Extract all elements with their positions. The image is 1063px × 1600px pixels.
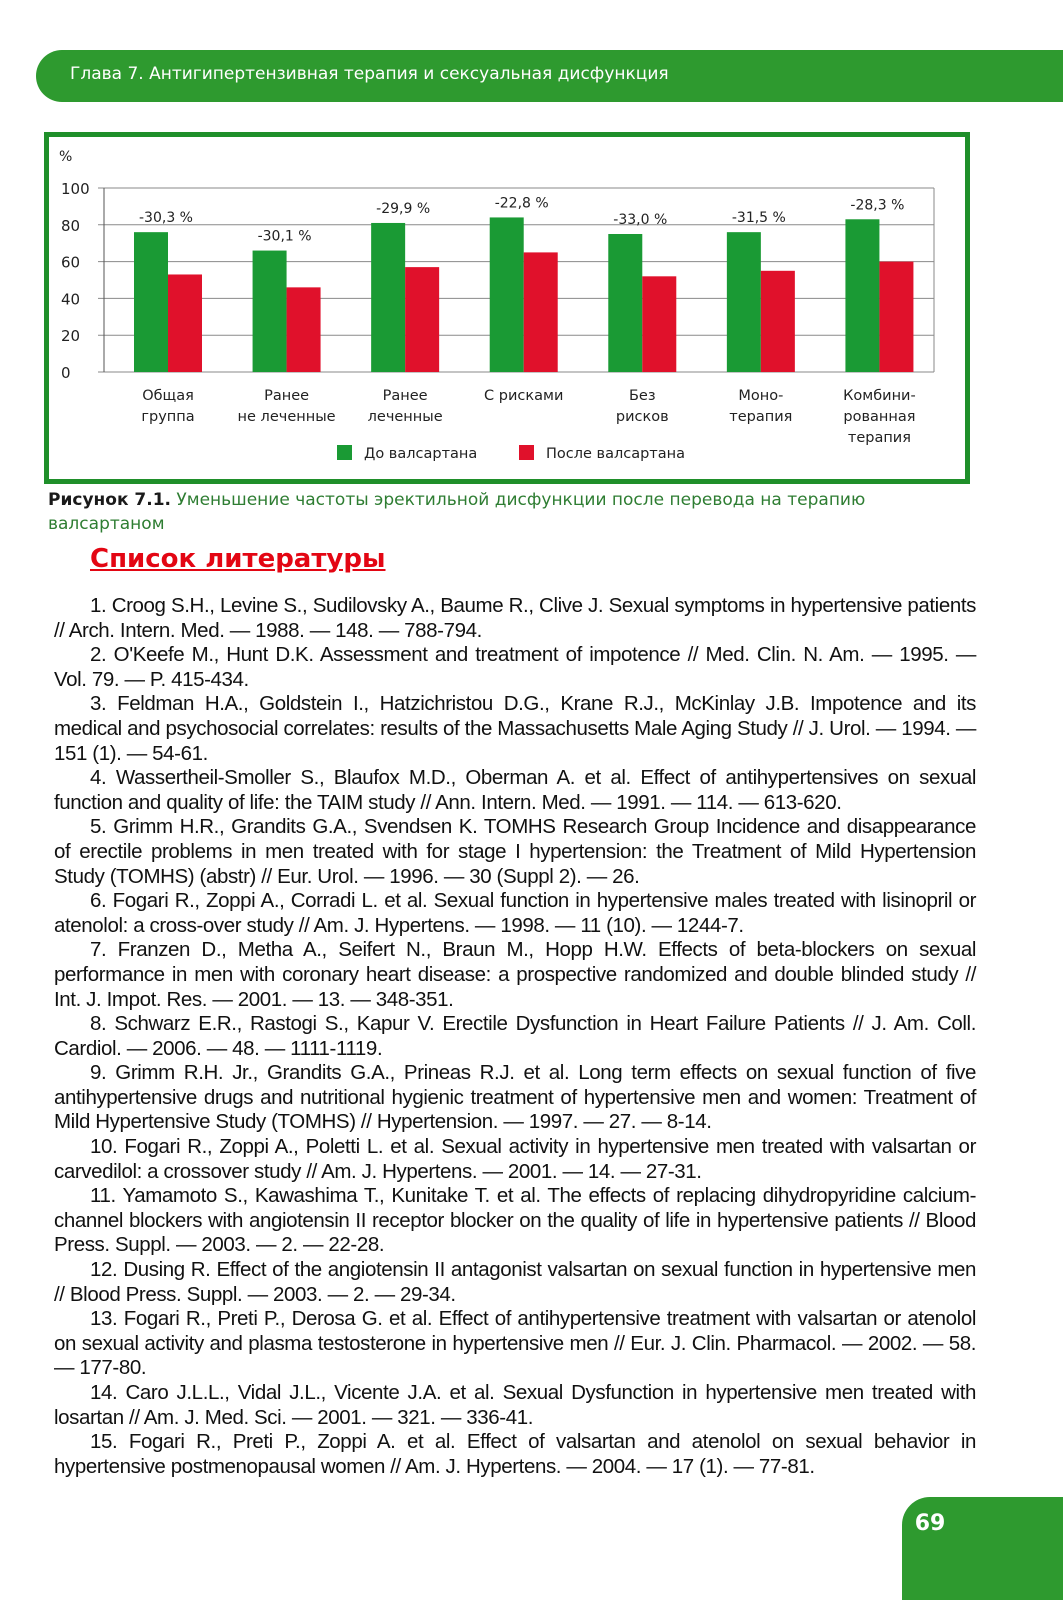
y-axis-label: % bbox=[59, 149, 73, 165]
page-number: 69 bbox=[914, 1511, 946, 1536]
bar-before bbox=[490, 217, 524, 372]
legend-swatch bbox=[519, 445, 534, 460]
x-tick-label: Ранее bbox=[382, 388, 428, 404]
bar-before bbox=[608, 234, 642, 372]
y-tick-label: 80 bbox=[61, 216, 81, 235]
x-tick-label: рованная bbox=[843, 409, 916, 425]
x-tick-label: терапия bbox=[847, 430, 911, 446]
x-tick-label: рисков bbox=[615, 409, 669, 425]
figure-caption bbox=[48, 488, 968, 536]
legend-label: После валсартана bbox=[546, 446, 686, 462]
chapter-title: Глава 7. Антигипертензивная терапия и сексуальная дисфункция bbox=[70, 64, 669, 84]
x-tick-label: терапия bbox=[729, 409, 793, 425]
reference-item: 9. Grimm R.H. Jr., Grandits G.A., Prineas R.J. et al. Long term effects on sexual function of five antihypertensive drugs and nutritional hygienic treatment of hypertensive men and women: Treatment of Mild Hypertensive Study (TOMHS) // Hypertension. — 1997. — 27. — 8-14. bbox=[54, 1061, 976, 1134]
reference-item: 12. Dusing R. Effect of the angiotensin II antagonist valsartan on sexual function in hypertensive men // Blood Press. Suppl. — 2003. — 2. — 29-34. bbox=[54, 1258, 976, 1306]
reference-item: 13. Fogari R., Preti P., Derosa G. et al. Effect of antihypertensive treatment with valsartan or atenolol on sexual activity and plasma testosterone in hypertensive men // Eur. J. Clin. Pharmacol. — 2002. — 58. — 177-80. bbox=[54, 1307, 976, 1380]
y-tick-label: 0 bbox=[61, 364, 71, 382]
x-tick-label: Ранее bbox=[264, 388, 310, 404]
bar-before bbox=[845, 219, 879, 372]
y-tick-label: 60 bbox=[61, 253, 81, 272]
x-tick-label: Моно- bbox=[738, 388, 784, 404]
y-tick-label: 40 bbox=[61, 290, 81, 309]
bar-before bbox=[253, 251, 287, 372]
x-tick-label: группа bbox=[141, 409, 195, 425]
reference-item: 11. Yamamoto S., Kawashima T., Kunitake T. et al. The effects of replacing dihydropyridine calcium-channel blockers with angiotensin II receptor blocker on the quality of life in hypertensive patients // Blood Press. Suppl. — 2003. — 2. — 22-28. bbox=[54, 1184, 976, 1257]
chart-frame bbox=[44, 132, 970, 484]
chapter-header-bar bbox=[36, 50, 1063, 102]
bar-after bbox=[287, 287, 321, 372]
bar-chart bbox=[49, 137, 965, 479]
y-tick-label: 100 bbox=[61, 180, 90, 198]
bar-annotation: -33,0 % bbox=[613, 212, 668, 228]
bar-after bbox=[524, 252, 558, 372]
references-list bbox=[54, 594, 976, 1479]
bar-before bbox=[134, 232, 168, 372]
bar-before bbox=[727, 232, 761, 372]
bar-annotation: -28,3 % bbox=[850, 197, 905, 214]
x-tick-label: Общая bbox=[142, 388, 194, 404]
reference-item: 6. Fogari R., Zoppi A., Corradi L. et al. Sexual function in hypertensive males treated with lisinopril or atenolol: a cross-over study // Am. J. Hypertens. — 1998. — 11 (10). — 1244-7. bbox=[54, 889, 976, 937]
x-tick-label: леченные bbox=[367, 409, 443, 425]
bar-after bbox=[879, 262, 913, 372]
reference-item: 14. Caro J.L.L., Vidal J.L., Vicente J.A. et al. Sexual Dysfunction in hypertensive men treated with losartan // Am. J. Med. Sci. — 2001. — 321. — 336-41. bbox=[54, 1381, 976, 1429]
legend-swatch bbox=[337, 445, 352, 460]
reference-item: 5. Grimm H.R., Grandits G.A., Svendsen K. TOMHS Research Group Incidence and disappearance of erectile problems in men treated with for stage I hypertension: the Treatment of Mild Hypertension Study (TOMHS) (abstr) // Eur. Urol. — 1996. — 30 (Suppl 2). — 26. bbox=[54, 815, 976, 888]
caption-label: Рисунок 7.1. bbox=[48, 490, 171, 510]
bar-before bbox=[371, 223, 405, 372]
bar-annotation: -22,8 % bbox=[494, 195, 549, 212]
legend-label: До валсартана bbox=[364, 446, 478, 462]
bar-annotation: -31,5 % bbox=[731, 210, 786, 227]
references-title: Список литературы bbox=[90, 544, 386, 574]
reference-item: 15. Fogari R., Preti P., Zoppi A. et al. Effect of valsartan and atenolol on sexual behavior in hypertensive postmenopausal women // Am. J. Hypertens. — 2004. — 17 (1). — 77-81. bbox=[54, 1430, 976, 1478]
x-tick-label: Комбини- bbox=[843, 388, 916, 404]
bar-after bbox=[642, 276, 676, 372]
reference-item: 3. Feldman H.A., Goldstein I., Hatzichristou D.G., Krane R.J., McKinlay J.B. Impotence and its medical and psychosocial correlates: results of the Massachusetts Male Aging Study // J. Urol. — 1994. — 151 (1). — 54-61. bbox=[54, 692, 976, 765]
y-tick-label: 20 bbox=[61, 327, 81, 346]
bar-annotation: -30,3 % bbox=[139, 210, 193, 227]
caption-text: Уменьшение частоты эректильной дисфункции после перевода на терапию валсартаном bbox=[48, 490, 866, 534]
bar-annotation: -29,9 % bbox=[376, 200, 431, 217]
reference-item: 8. Schwarz E.R., Rastogi S., Kapur V. Erectile Dysfunction in Heart Failure Patients // J. Am. Coll. Cardiol. — 2006. — 48. — 1111-1119. bbox=[54, 1012, 976, 1060]
bar-after bbox=[405, 267, 439, 372]
reference-item: 1. Croog S.H., Levine S., Sudilovsky A., Baume R., Clive J. Sexual symptoms in hypertensive patients // Arch. Intern. Med. — 1988. — 148. — 788-794. bbox=[54, 594, 976, 642]
bar-after bbox=[761, 271, 795, 372]
bar-after bbox=[168, 274, 202, 372]
x-tick-label: Без bbox=[628, 388, 656, 404]
page-number-tab bbox=[902, 1497, 1063, 1600]
reference-item: 2. O'Keefe M., Hunt D.K. Assessment and treatment of impotence // Med. Clin. N. Am. — 1995. — Vol. 79. — P. 415-434. bbox=[54, 643, 976, 691]
reference-item: 7. Franzen D., Metha A., Seifert N., Braun M., Hopp H.W. Effects of beta-blockers on sexual performance in men with coronary heart disease: a prospective randomized and double blinded study // Int. J. Impot. Res. — 2001. — 13. — 348-351. bbox=[54, 938, 976, 1011]
x-tick-label: С рисками bbox=[484, 388, 564, 404]
x-tick-label: не леченные bbox=[237, 409, 336, 425]
reference-item: 4. Wassertheil-Smoller S., Blaufox M.D., Oberman A. et al. Effect of antihypertensives on sexual function and quality of life: the TAIM study // Ann. Intern. Med. — 1991. — 114. — 613-620. bbox=[54, 766, 976, 814]
reference-item: 10. Fogari R., Zoppi A., Poletti L. et al. Sexual activity in hypertensive men treated with valsartan or carvedilol: a crossover study // Am. J. Hypertens. — 2001. — 14. — 27-31. bbox=[54, 1135, 976, 1183]
bar-annotation: -30,1 % bbox=[257, 228, 312, 245]
